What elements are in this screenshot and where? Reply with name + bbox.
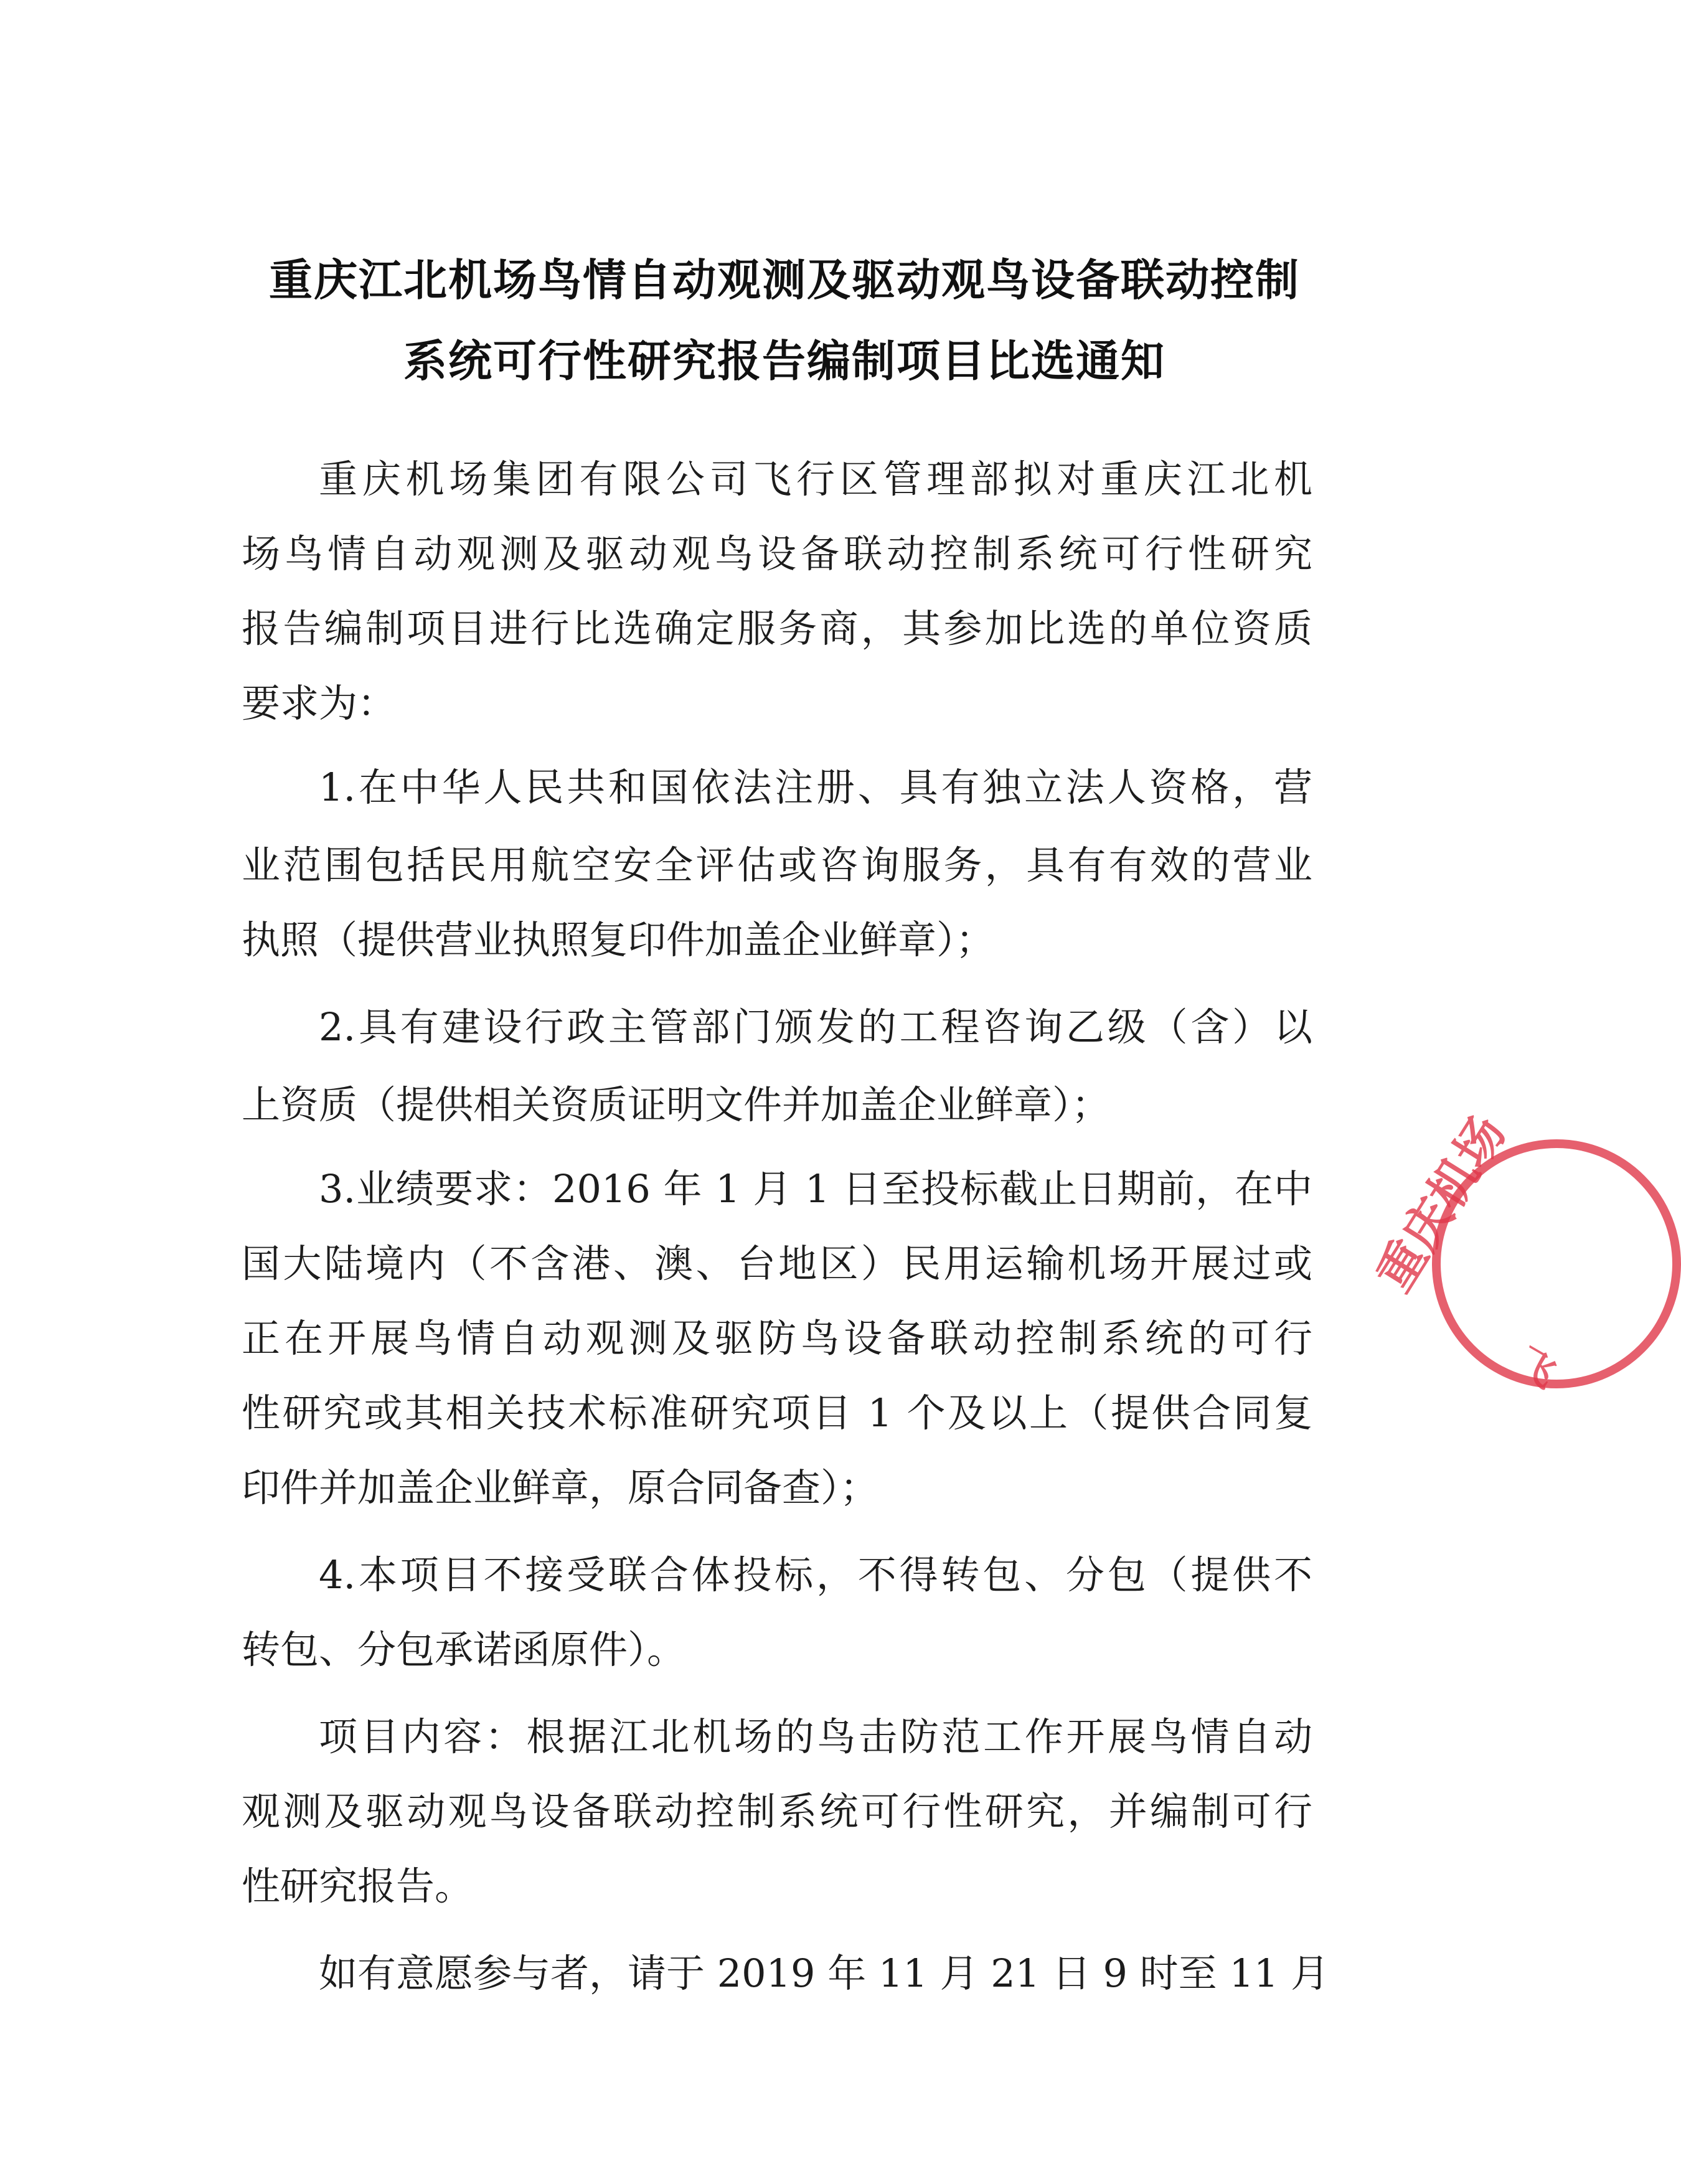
- paragraph-line: 业范围包括民用航空安全评估或咨询服务，具有有效的营业: [242, 842, 1312, 888]
- paragraph-line: 要求为：: [242, 680, 397, 726]
- seal-text-small: 飞: [1509, 1340, 1563, 1396]
- paragraph-line: 2.具有建设行政主管部门颁发的工程咨询乙级（含）以: [319, 1004, 1312, 1050]
- paragraph-line: 执照（提供营业执照复印件加盖企业鲜章）；: [242, 917, 995, 963]
- paragraph-line: 印件并加盖企业鲜章，原合同备查）；: [242, 1465, 879, 1510]
- paragraph-line: 国大陆境内（不含港、澳、台地区）民用运输机场开展过或: [242, 1241, 1312, 1286]
- paragraph-line: 如有意愿参与者，请于 2019 年 11 月 21 日 9 时至 11 月: [319, 1951, 1329, 1996]
- paragraph-line: 转包、分包承诺函原件）。: [242, 1627, 686, 1672]
- paragraph-line: 性研究报告。: [242, 1863, 474, 1909]
- paragraph-line: 重庆机场集团有限公司飞行区管理部拟对重庆江北机: [319, 456, 1312, 502]
- paragraph-line: 观测及驱动观鸟设备联动控制系统可行性研究，并编制可行: [242, 1789, 1312, 1834]
- paragraph-line: 4.本项目不接受联合体投标，不得转包、分包（提供不: [319, 1552, 1312, 1598]
- paragraph-line: 报告编制项目进行比选确定服务商，其参加比选的单位资质: [242, 606, 1312, 651]
- document-title-line-2: 系统可行性研究报告编制项目比选通知: [403, 336, 1165, 387]
- paragraph-line: 正在开展鸟情自动观测及驱防鸟设备联动控制系统的可行: [242, 1316, 1312, 1361]
- document-title-line-1: 重庆江北机场鸟情自动观测及驱动观鸟设备联动控制: [269, 255, 1300, 306]
- paragraph-line: 性研究或其相关技术标准研究项目 1 个及以上（提供合同复: [242, 1390, 1312, 1436]
- paragraph-line: 3.业绩要求：2016 年 1 月 1 日至投标截止日期前，在中: [319, 1166, 1312, 1212]
- paragraph-line: 上资质（提供相关资质证明文件并加盖企业鲜章）；: [242, 1082, 1111, 1127]
- seal-text: 重庆机场: [1366, 1106, 1517, 1301]
- paragraph-line: 项目内容：根据江北机场的鸟击防范工作开展鸟情自动: [319, 1714, 1312, 1759]
- paragraph-line: 场鸟情自动观测及驱动观鸟设备联动控制系统可行性研究: [242, 531, 1312, 577]
- paragraph-line: 1.在中华人民共和国依法注册、具有独立法人资格，营: [319, 765, 1312, 810]
